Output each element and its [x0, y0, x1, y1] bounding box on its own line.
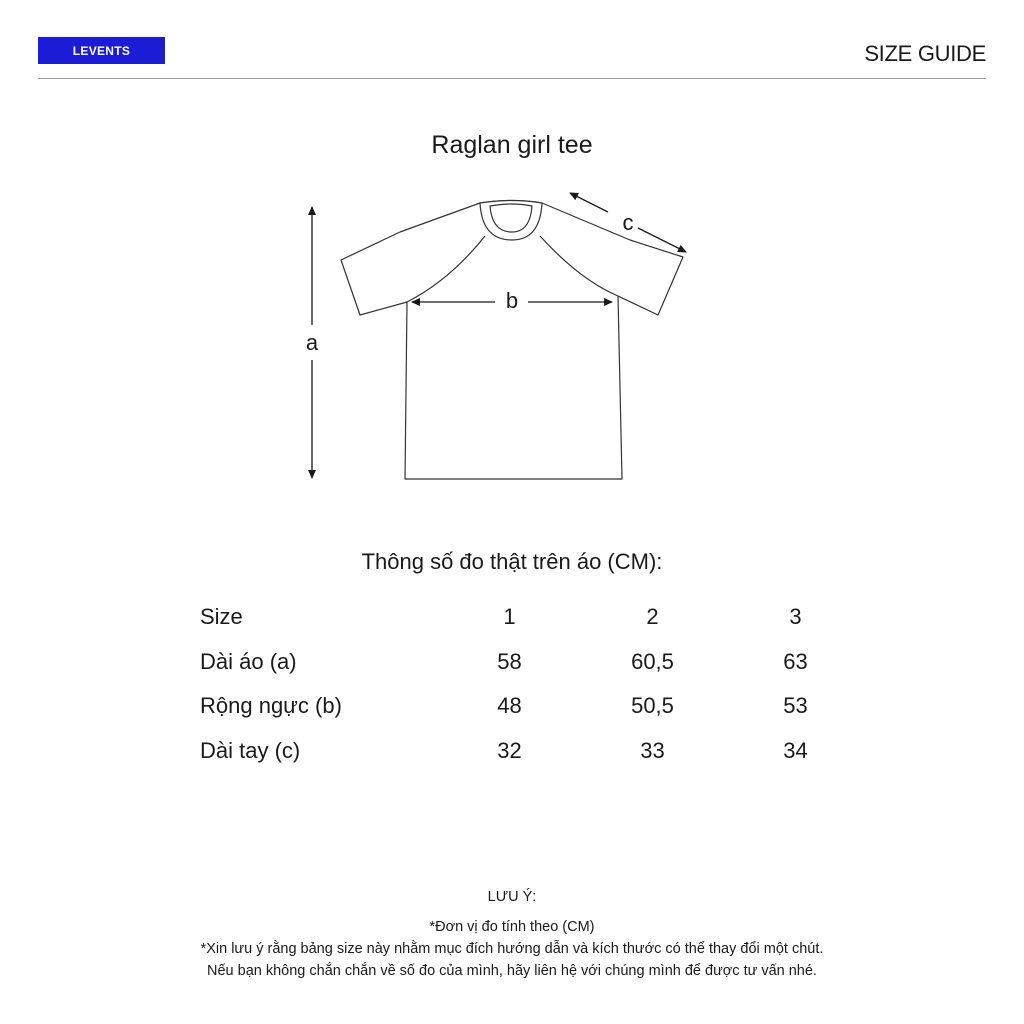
- table-cell: 50,5: [631, 693, 674, 719]
- size-table: [200, 595, 867, 773]
- measurement-a-label: a: [305, 330, 319, 355]
- table-cell: 2: [646, 604, 659, 630]
- measurement-c-label: c: [622, 210, 634, 235]
- table-caption: Thông số đo thật trên áo (CM):: [361, 549, 663, 574]
- table-cell: 60,5: [631, 648, 674, 674]
- table-cell: 32: [497, 737, 522, 763]
- header-divider: [38, 78, 986, 79]
- notes-section: [0, 886, 1024, 982]
- table-row-chest: [200, 684, 867, 729]
- row-label: Dài tay (c): [200, 737, 301, 763]
- row-label: Dài áo (a): [200, 648, 297, 674]
- note-line: *Đơn vị đo tính theo (CM): [429, 919, 595, 935]
- table-row-size: [200, 595, 867, 640]
- table-cell: 3: [789, 604, 802, 630]
- tshirt-outline-icon: [341, 201, 683, 480]
- table-row-length: [200, 640, 867, 685]
- table-cell: 34: [783, 737, 808, 763]
- tshirt-measurement-diagram: [290, 180, 710, 500]
- page-title: SIZE GUIDE: [864, 41, 986, 66]
- table-cell: 48: [497, 693, 522, 719]
- row-label: Rộng ngực (b): [200, 693, 342, 719]
- table-cell: 58: [497, 648, 522, 674]
- notes-title: LƯU Ý:: [487, 889, 537, 905]
- table-row-sleeve: [200, 729, 867, 774]
- measurement-b-label: b: [505, 288, 519, 313]
- product-name: Raglan girl tee: [431, 131, 593, 159]
- table-cell: 53: [783, 693, 808, 719]
- table-cell: 33: [640, 737, 665, 763]
- table-cell: 1: [503, 604, 516, 630]
- table-cell: 63: [783, 648, 808, 674]
- note-line: Nếu bạn không chắn chắn về số đo của mình, hãy liên hệ với chúng mình để được tư vấn nhé.: [207, 963, 817, 979]
- note-line: *Xin lưu ý rằng bảng size này nhằm mục đích hướng dẫn và kích thước có thể thay đổi một chút.: [200, 941, 824, 957]
- row-label: Size: [200, 604, 243, 630]
- brand-logo: LEVENTS: [38, 37, 165, 64]
